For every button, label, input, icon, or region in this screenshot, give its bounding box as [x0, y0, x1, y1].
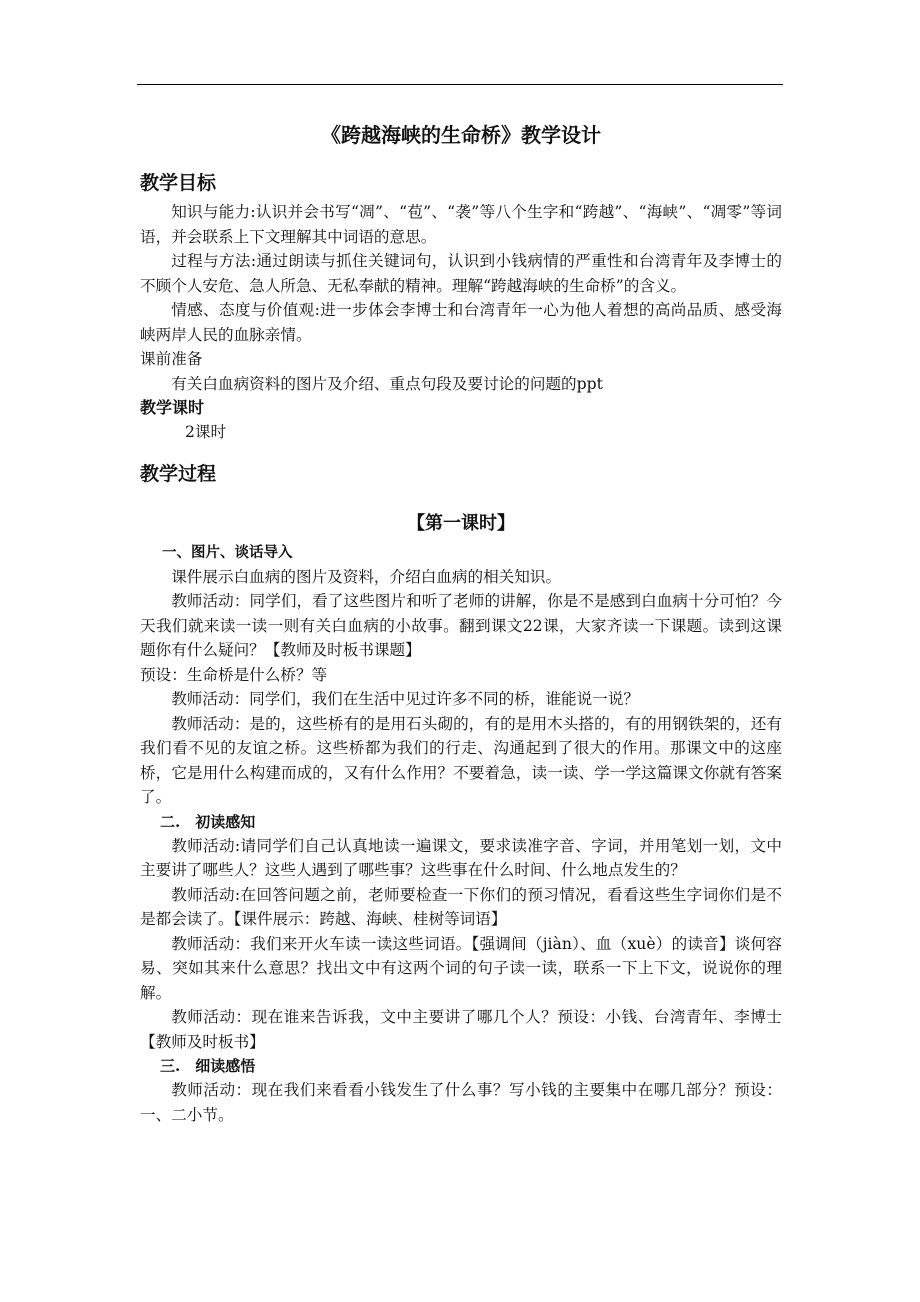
hours-text: 2课时	[185, 423, 227, 441]
goal-process: 过程与方法:通过朗读与抓住关键词句，认识到小钱病情的严重性和台湾青年及李博士的不顾个人安危、急人所急、无私奉献的精神。理解“跨越海峡的生命桥”的含义。	[140, 252, 782, 295]
s1-paragraph-2: 教师活动：同学们，看了这些图片和听了老师的讲解，你是不是感到白血病十分可怕？今天我们就来读一读一则有关白血病的小故事。翻到课文22课，大家齐读一下课题。读到这课题你有什么疑问？【教师及时板书课题】	[140, 592, 782, 659]
goals-heading: 教学目标	[140, 172, 217, 194]
section2-heading: 二. 初读感知	[160, 812, 256, 831]
prep-heading: 课前准备	[140, 350, 203, 368]
prep-text: 有关白血病资料的图片及介绍、重点句段及要讨论的问题的ppt	[171, 374, 603, 393]
goal-emotion: 情感、态度与价值观:进一步体会李博士和台湾青年一心为他人着想的高尚品质、感受海峡两岸人民的血脉亲情。	[140, 301, 782, 344]
s1-paragraph-4: 教师活动：同学们，我们在生活中见过许多不同的桥，谁能说一说？	[171, 690, 640, 708]
goal-knowledge: 知识与能力:认识并会书写“凋”、“苞”、“袭”等八个生字和“跨越”、“海峡”、“凋零”等词语，并会联系上下文理解其中词语的意思。	[140, 203, 782, 246]
section3-heading: 三. 细读感悟	[160, 1057, 256, 1075]
header-rule	[137, 84, 783, 85]
document-body	[140, 118, 782, 1127]
s2-paragraph-1: 教师活动:请同学们自己认真地读一遍课文，要求读准字音、字词，并用笔划一划，文中主要讲了哪些人？这些人遇到了哪些事？这些事在什么时间、什么地点发生的？	[140, 836, 782, 879]
s2-paragraph-4: 教师活动：现在谁来告诉我，文中主要讲了哪几个人？预设：小钱、台湾青年、李博士【教师及时板书】	[140, 1008, 782, 1051]
s1-paragraph-3: 预设：生命桥是什么桥？等	[140, 665, 328, 684]
document-title: 《跨越海峡的生命桥》教学设计	[321, 123, 601, 147]
hours-heading: 教学课时	[140, 398, 205, 417]
process-heading: 教学过程	[140, 462, 217, 485]
s1-paragraph-1: 课件展示白血病的图片及资料，介绍白血病的相关知识。	[171, 567, 562, 586]
s3-paragraph-1: 教师活动：现在我们来看看小钱发生了什么事？写小钱的主要集中在哪几部分？预设：一、二小节。	[140, 1081, 782, 1124]
s2-paragraph-2: 教师活动:在回答问题之前，老师要检查一下你们的预习情况，看看这些生字词你们是不是都会读了。【课件展示：跨越、海峡、桂树等词语】	[140, 885, 782, 928]
section1-heading: 一、图片、谈话导入	[162, 543, 293, 561]
lesson1-heading: 【第一课时】	[407, 512, 515, 534]
s1-paragraph-5: 教师活动：是的，这些桥有的是用石头砌的，有的是用木头搭的，有的用钢铁架的，还有我们看不见的友谊之桥。这些桥都为我们的行走、沟通起到了很大的作用。那课文中的这座桥，它是用什么构建而成的，又有什么作用？不要着急，读一读、学一学这篇课文你就有答案了。	[140, 714, 782, 806]
s2-paragraph-3: 教师活动：我们来开火车读一读这些词语。【强调间（jiàn）、血（xuè）的读音】谈何容易、突如其来什么意思？找出文中有这两个词的句子读一读，联系一下上下文，说说你的理解。	[140, 934, 782, 1002]
